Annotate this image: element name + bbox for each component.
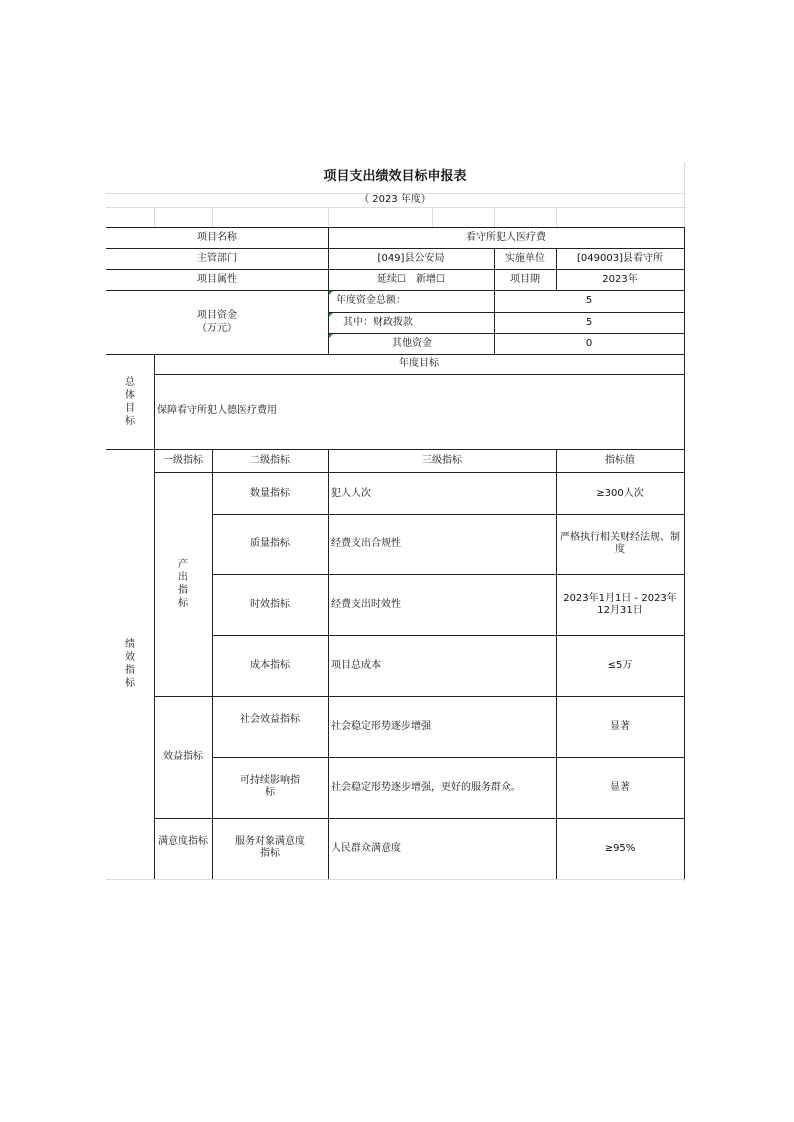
- perf-side-label: 绩效指标: [125, 639, 135, 689]
- annual-goal-text: 保障看守所犯人德医疗费用: [157, 405, 277, 416]
- grid-line: [494, 207, 495, 227]
- table-border: [154, 472, 685, 473]
- level1-satisfaction: 满意度指标: [158, 836, 208, 847]
- form-title: 项目支出绩效目标申报表: [323, 169, 467, 184]
- table-border: [212, 574, 685, 575]
- project-name-label: 项目名称: [197, 232, 237, 243]
- table-border: [556, 449, 557, 879]
- table-border: [328, 312, 685, 313]
- dept-value: [049]县公安局: [377, 253, 445, 264]
- l2-quality: 质量指标: [250, 538, 290, 549]
- fund-fiscal-label: 其中：财政拨款: [343, 317, 413, 328]
- table-border: [106, 269, 685, 270]
- fund-other-label: 其他资金: [392, 338, 432, 349]
- cell-marker: [329, 313, 333, 317]
- table-border: [328, 333, 685, 334]
- fund-unit: （万元）: [197, 323, 237, 334]
- impl-value: [049003]县看守所: [577, 253, 663, 264]
- table-border: [106, 248, 685, 249]
- header-level1: 一级指标: [163, 455, 203, 466]
- table-border: [556, 248, 557, 290]
- l2-sustain: 可持续影响指标: [240, 775, 300, 798]
- table-border: [328, 449, 329, 879]
- attr-label: 项目属性: [197, 274, 237, 285]
- l3-quantity: 犯人人次: [331, 488, 371, 499]
- table-border: [154, 354, 155, 879]
- val-cost: ≤5万: [607, 660, 633, 671]
- val-satisfaction: ≥95%: [604, 843, 636, 854]
- val-quantity: ≥300人次: [596, 488, 644, 499]
- val-quality: 严格执行相关财经法规、制度: [560, 532, 680, 555]
- fund-other-value: 0: [585, 338, 593, 349]
- val-timeliness: 2023年1月1日 - 2023年12月31日: [563, 593, 677, 616]
- overall-goal-side-label: 总体目标: [125, 377, 135, 427]
- fund-fiscal-value: 5: [585, 317, 593, 328]
- header-level2: 二级指标: [250, 455, 290, 466]
- level1-output: 产出指标: [178, 559, 188, 609]
- table-border: [106, 290, 685, 291]
- table-border: [212, 514, 685, 515]
- grid-line: [212, 207, 213, 227]
- l3-satisfaction: 人民群众满意度: [331, 843, 401, 854]
- l3-social: 社会稳定形势逐步增强: [331, 721, 431, 732]
- l2-satisfaction: 服务对象满意度指标: [235, 836, 305, 859]
- table-border: [154, 696, 685, 697]
- grid-line: [432, 207, 433, 227]
- fund-total-value: 5: [585, 295, 593, 306]
- grid-line: [556, 207, 557, 227]
- grid-line: [106, 879, 686, 880]
- l3-quality: 经费支出合规性: [331, 538, 401, 549]
- annual-goal-header: 年度目标: [399, 358, 439, 369]
- period-label: 项目期: [510, 274, 540, 285]
- l2-timeliness: 时效指标: [250, 599, 290, 610]
- l2-cost: 成本指标: [250, 660, 290, 671]
- header-level3: 三级指标: [422, 455, 462, 466]
- l3-sustain: 社会稳定形势逐步增强，更好的服务群众。: [331, 782, 521, 793]
- period-value: 2023年: [602, 274, 638, 285]
- l3-cost: 项目总成本: [331, 660, 381, 671]
- year-line: （ 2023 年度）: [359, 194, 431, 205]
- grid-line: [106, 207, 686, 208]
- table-border: [154, 374, 685, 375]
- val-sustain: 显著: [610, 782, 630, 793]
- table-border: [494, 248, 495, 354]
- project-name-value: 看守所犯人医疗费: [466, 232, 546, 243]
- grid-line: [154, 207, 155, 227]
- l3-timeliness: 经费支出时效性: [331, 599, 401, 610]
- table-border: [212, 635, 685, 636]
- attr-value: 延续☐ 新增☐: [377, 274, 445, 285]
- fund-total-label: 年度资金总额：: [336, 295, 406, 306]
- cell-marker: [329, 291, 333, 295]
- l2-social: 社会效益指标: [240, 714, 300, 725]
- level1-benefit: 效益指标: [163, 751, 203, 762]
- table-border: [106, 227, 685, 228]
- cell-marker: [329, 334, 333, 338]
- fund-label: 项目资金: [197, 310, 237, 321]
- table-border: [684, 227, 685, 879]
- table-border: [154, 818, 685, 819]
- impl-label: 实施单位: [505, 253, 545, 264]
- grid-line: [328, 207, 329, 227]
- table-border: [212, 449, 213, 879]
- table-border: [106, 449, 685, 450]
- table-border: [106, 354, 685, 355]
- val-social: 显著: [610, 721, 630, 732]
- table-border: [212, 757, 685, 758]
- dept-label: 主管部门: [197, 253, 237, 264]
- header-value: 指标值: [605, 455, 635, 466]
- l2-quantity: 数量指标: [250, 488, 290, 499]
